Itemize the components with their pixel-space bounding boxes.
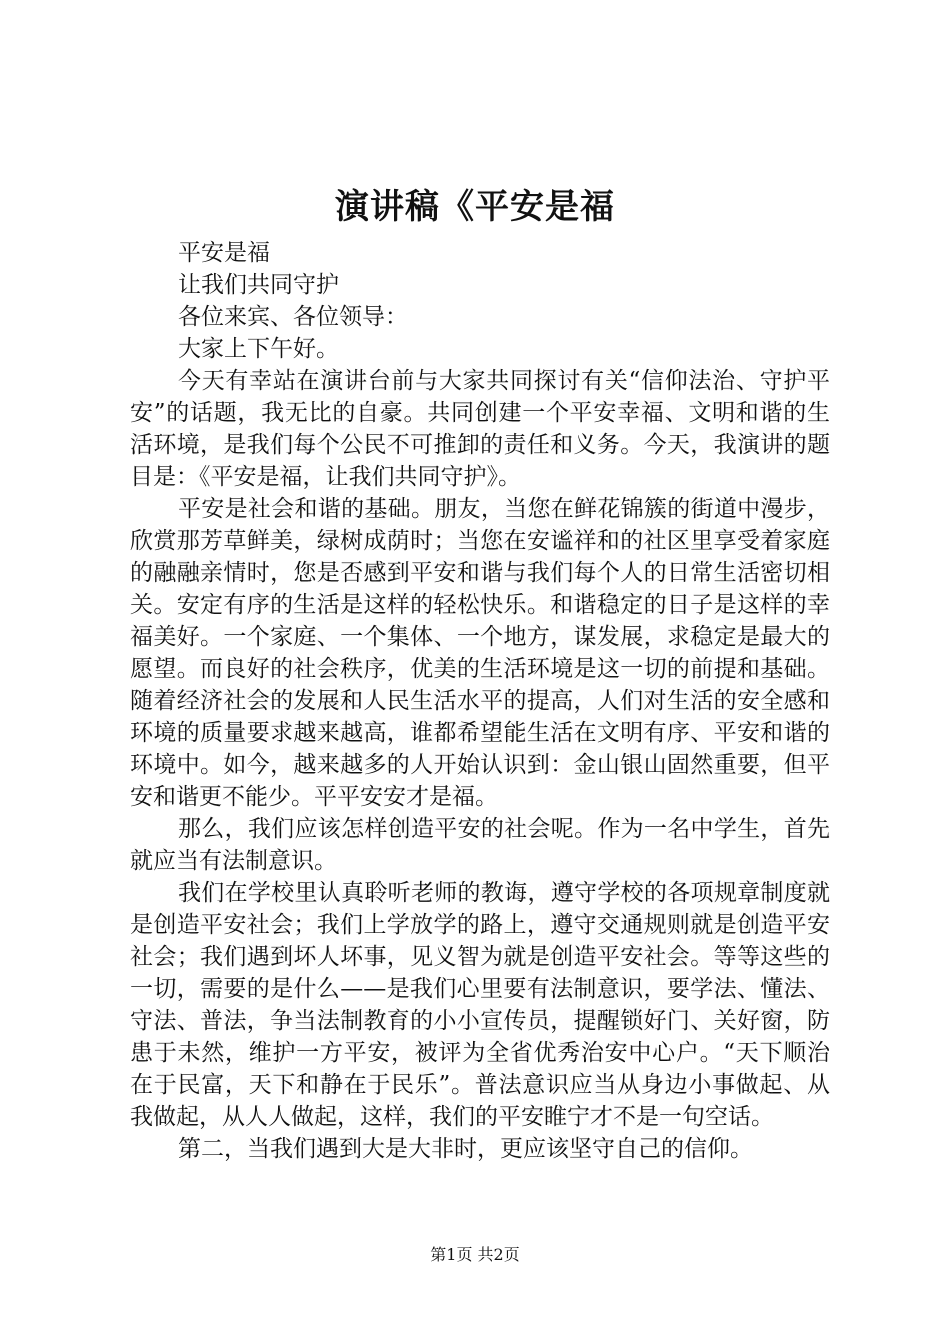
- paragraph-salutation: 各位来宾、各位领导：: [178, 304, 408, 330]
- document-title: 演讲稿《平安是福: [335, 187, 615, 227]
- paragraph-school: 我们在学校里认真聆听老师的教诲，遵守学校的各项规章制度就是创造平安社会；我们上学放学的路上，遵守交通规则就是创造平安社会；我们遇到坏人坏事，见义智为就是创造平安社会。等等这些的一切，需要的是什么——是我们心里要有法制意识，要学法、懂法、守法、普法，争当法制教育的小小宣传员，提醒锁好门、关好窗，防患于未然，维护一方平安，被评为全省优秀治安中心户。“天下顺治在于民富，天下和静在于民乐”。普法意识应当从身边小事做起、从我做起，从人人做起，这样，我们的平安睢宁才不是一句空话。: [130, 880, 830, 1130]
- paragraph-how: 那么，我们应该怎样创造平安的社会呢。作为一名中学生，首先就应当有法制意识。: [130, 816, 830, 874]
- paragraph-intro: 今天有幸站在演讲台前与大家共同探讨有关“信仰法治、守护平安”的话题，我无比的自豪。共同创建一个平安幸福、文明和谐的生活环境，是我们每个公民不可推卸的责任和义务。今天，我演讲的题目是：《平安是福，让我们共同守护》。: [130, 368, 830, 490]
- paragraph-greeting: 大家上下午好。: [178, 336, 339, 362]
- paragraph-harmony: 平安是社会和谐的基础。朋友，当您在鲜花锦簇的街道中漫步，欣赏那芳草鲜美，绿树成荫时；当您在安谧祥和的社区里享受着家庭的融融亲情时，您是否感到平安和谐与我们每个人的日常生活密切相关。安定有序的生活是这样的轻松快乐。和谐稳定的日子是这样的幸福美好。一个家庭、一个集体、一个地方，谋发展，求稳定是最大的愿望。而良好的社会秩序，优美的生活环境是这一切的前提和基础。随着经济社会的发展和人民生活水平的提高，人们对生活的安全感和环境的质量要求越来越高，谁都希望能生活在文明有序、平安和谐的环境中。如今，越来越多的人开始认识到：金山银山固然重要，但平安和谐更不能少。平平安安才是福。: [130, 496, 830, 810]
- page-footer: 第1页 共2页: [430, 1245, 520, 1264]
- paragraph-second: 第二，当我们遇到大是大非时，更应该坚守自己的信仰。: [178, 1136, 753, 1162]
- paragraph-heading-2: 让我们共同守护: [178, 272, 339, 298]
- paragraph-heading-1: 平安是福: [178, 240, 270, 266]
- document-body: [130, 237, 830, 1165]
